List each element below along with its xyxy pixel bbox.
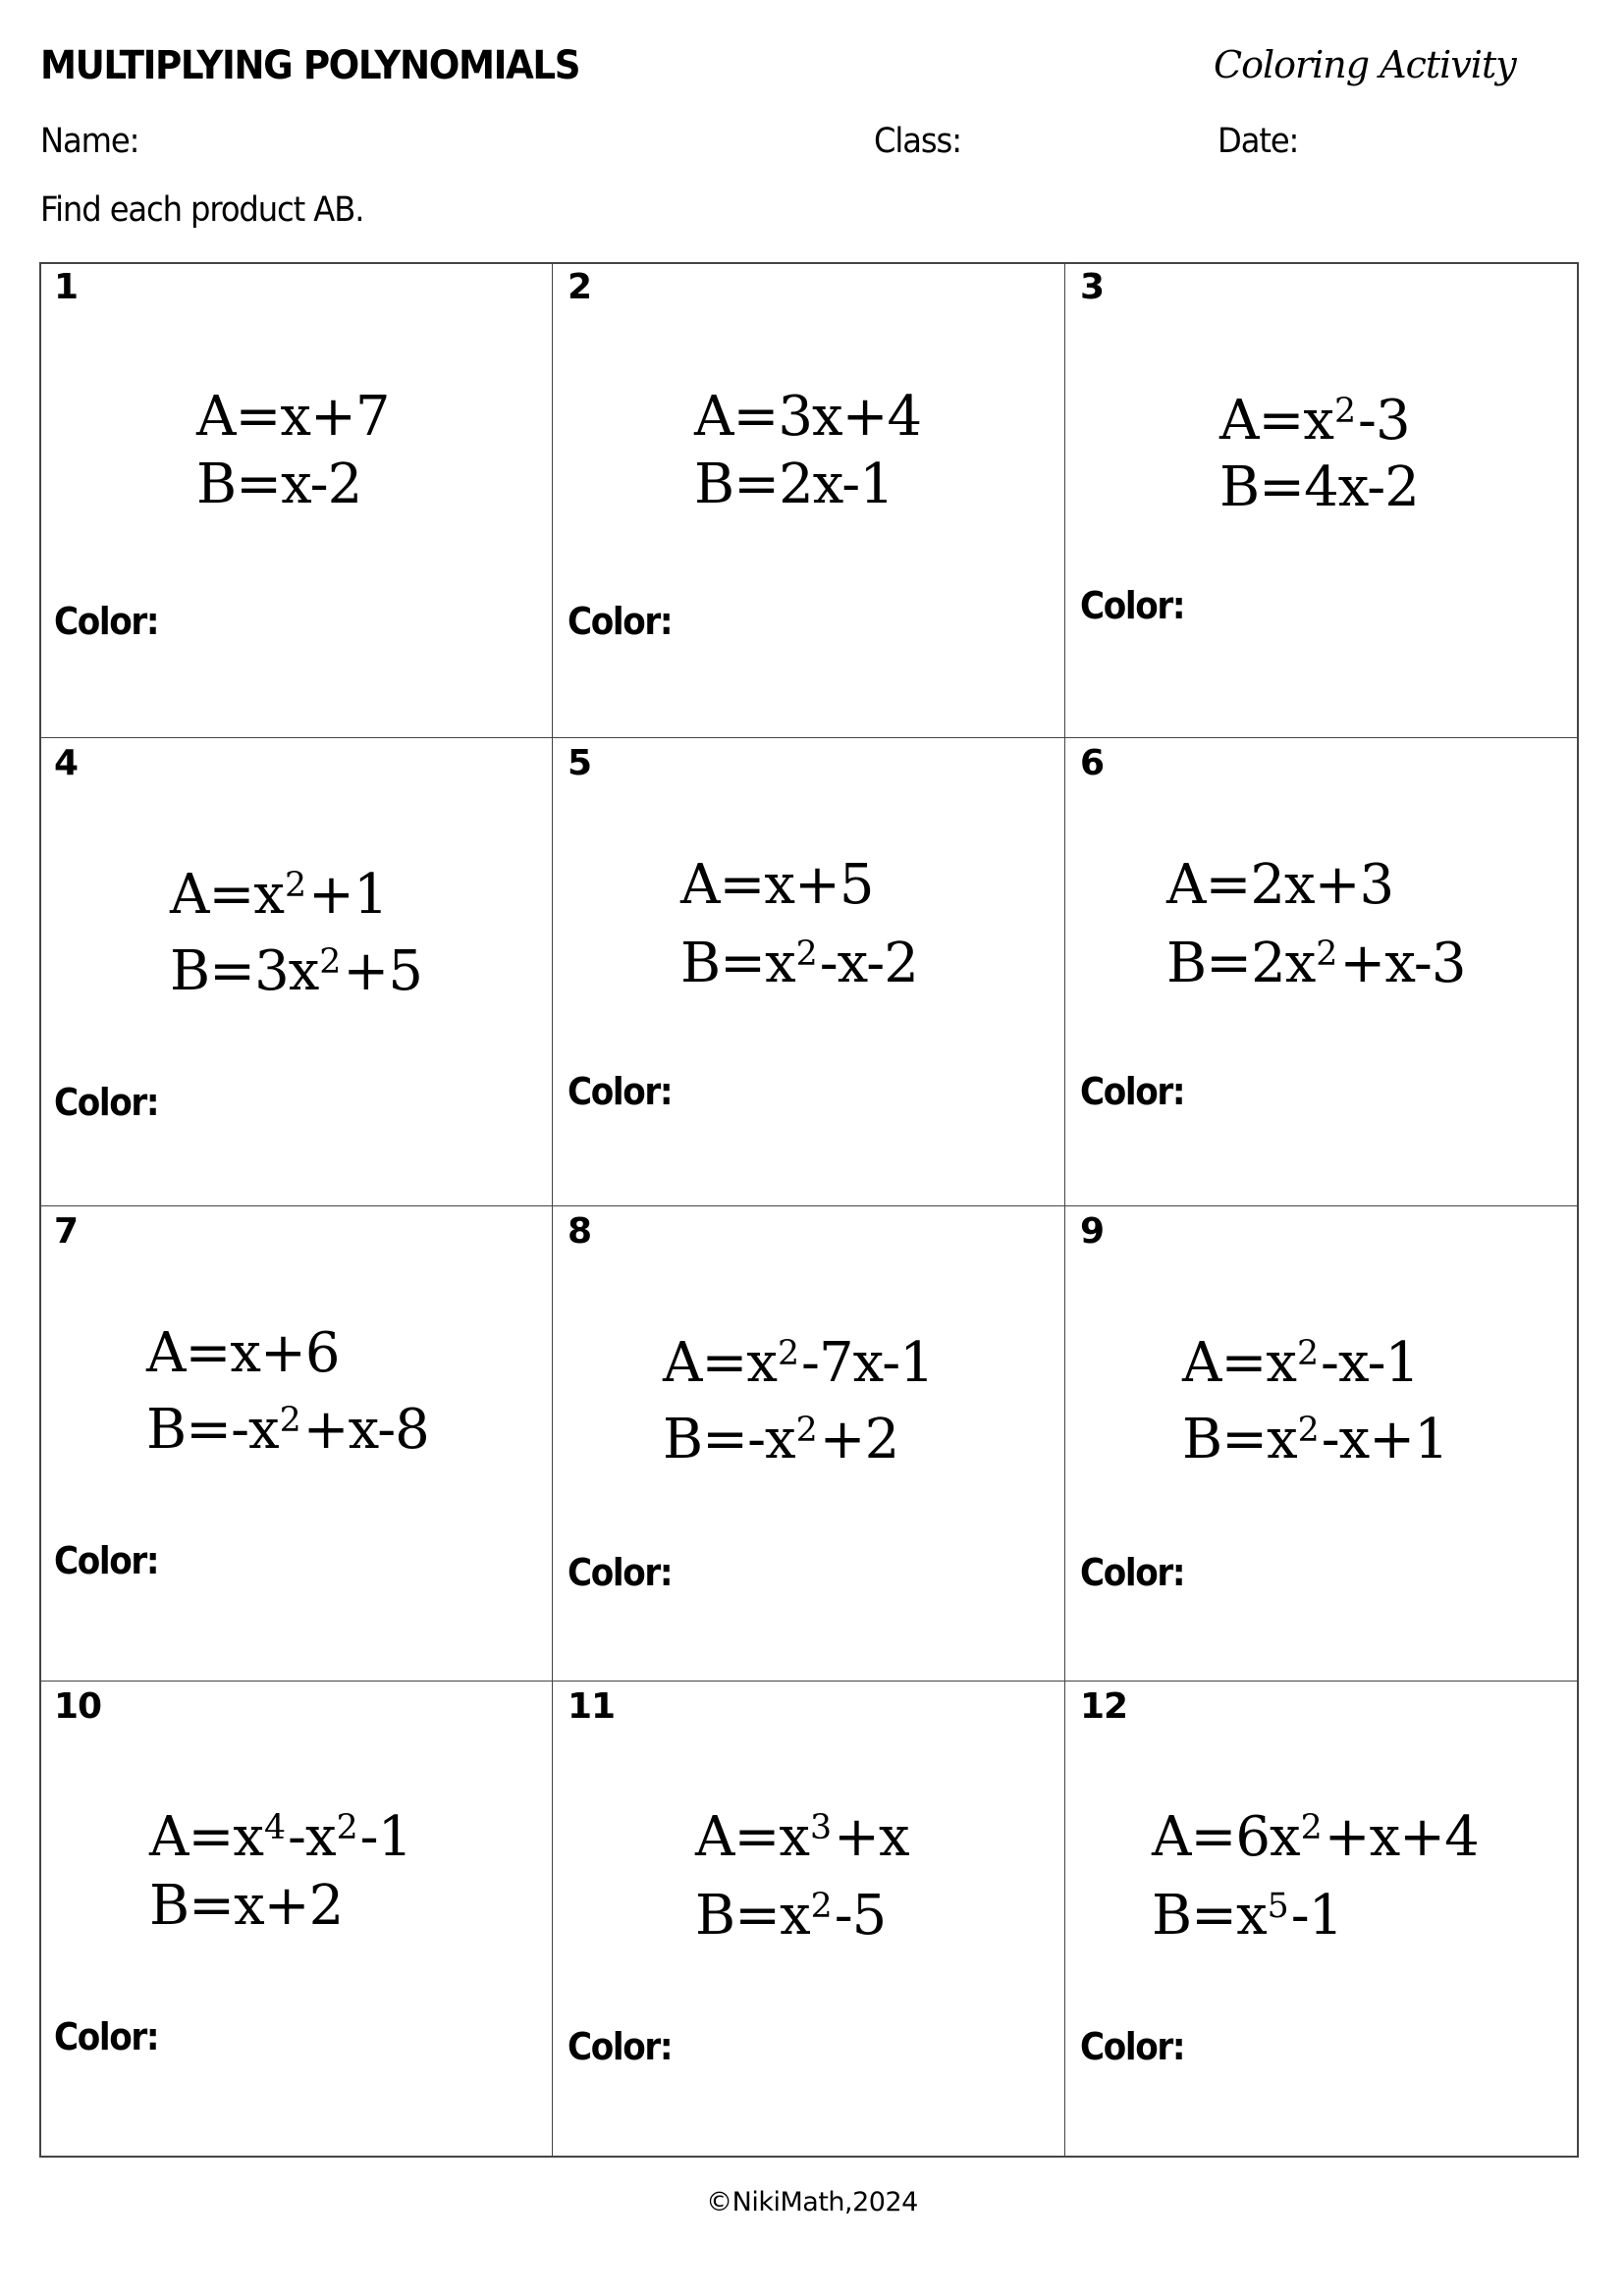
polynomial-b <box>1182 1408 1448 1471</box>
term: A=x+5 <box>680 853 874 917</box>
term: A=x+7 <box>196 385 390 449</box>
term: A=x <box>695 1805 809 1869</box>
term: +x <box>834 1805 909 1869</box>
date-field-label: Date: <box>1218 122 1299 161</box>
exponent: 2 <box>1297 1411 1319 1451</box>
problem-cell-4 <box>39 738 553 1206</box>
term: +1 <box>308 863 388 927</box>
exponent: 2 <box>319 942 341 983</box>
problem-cell-8 <box>553 1206 1065 1682</box>
polynomial-b <box>146 1398 429 1462</box>
polynomial-b <box>1152 1884 1343 1948</box>
polynomial-b <box>695 1884 887 1948</box>
color-answer-label: Color: <box>568 2025 673 2068</box>
term: +x-3 <box>1339 932 1466 995</box>
problem-cell-9 <box>1065 1206 1579 1682</box>
term: B=-x <box>663 1408 795 1471</box>
problem-cell-2 <box>553 262 1065 738</box>
exponent: 5 <box>1267 1887 1288 1927</box>
polynomial-a <box>1182 1331 1420 1395</box>
term: -1 <box>1290 1884 1343 1948</box>
problem-cell-5 <box>553 738 1065 1206</box>
term: -3 <box>1358 389 1410 453</box>
problem-grid <box>39 262 1579 2158</box>
polynomial-a <box>1152 1805 1479 1869</box>
problem-number: 1 <box>54 267 79 307</box>
problem-number: 11 <box>568 1686 616 1727</box>
term: B=x-2 <box>196 453 362 516</box>
polynomial-a <box>1166 853 1394 917</box>
problem-cell-1 <box>39 262 553 738</box>
exponent: 2 <box>795 934 817 975</box>
problem-cell-12 <box>1065 1682 1579 2158</box>
color-answer-label: Color: <box>54 2015 159 2058</box>
term: B=x <box>1152 1884 1267 1948</box>
term: A=6x <box>1152 1805 1300 1869</box>
polynomial-a <box>170 863 388 927</box>
exponent: 2 <box>795 1411 817 1451</box>
color-answer-label: Color: <box>1080 2025 1185 2068</box>
exponent: 2 <box>284 866 306 906</box>
term: -x <box>288 1805 336 1869</box>
worksheet-title: MULTIPLYING POLYNOMIALS <box>40 43 580 88</box>
problem-number: 7 <box>54 1211 79 1252</box>
polynomial-a <box>663 1331 934 1395</box>
worksheet-subtitle: Coloring Activity <box>1214 43 1516 86</box>
term: B=2x-1 <box>694 453 893 516</box>
term: A=x+6 <box>146 1321 340 1385</box>
term: B=4x-2 <box>1219 455 1419 519</box>
problem-cell-11 <box>553 1682 1065 2158</box>
term: +5 <box>343 939 422 1003</box>
polynomial-b <box>149 1874 344 1938</box>
term: -x-2 <box>819 932 918 995</box>
copyright-footer: ©NikiMath,2024 <box>706 2187 918 2217</box>
color-answer-label: Color: <box>54 1081 159 1124</box>
term: -1 <box>359 1805 412 1869</box>
term: A=x <box>1219 389 1333 453</box>
exponent: 3 <box>809 1808 832 1848</box>
problem-cell-7 <box>39 1206 553 1682</box>
problem-number: 10 <box>54 1686 102 1727</box>
polynomial-b <box>680 932 918 995</box>
term: B=x+2 <box>149 1874 344 1938</box>
instructions: Find each product AB. <box>40 190 364 230</box>
exponent: 2 <box>279 1401 300 1441</box>
color-answer-label: Color: <box>568 600 673 643</box>
polynomial-b <box>694 453 893 516</box>
color-answer-label: Color: <box>568 1551 673 1594</box>
polynomial-b <box>196 453 362 516</box>
term: B=3x <box>170 939 319 1003</box>
polynomial-b <box>1219 455 1419 519</box>
polynomial-b <box>663 1408 899 1471</box>
polynomial-a <box>680 853 874 917</box>
term: -5 <box>834 1884 887 1948</box>
term: A=2x+3 <box>1166 853 1394 917</box>
term: B=-x <box>146 1398 279 1462</box>
exponent: 2 <box>1333 392 1356 432</box>
term: A=x <box>149 1805 263 1869</box>
exponent: 2 <box>810 1887 832 1927</box>
exponent: 2 <box>336 1808 357 1848</box>
problem-number: 6 <box>1080 743 1105 783</box>
term: A=3x+4 <box>694 385 922 449</box>
term: A=x <box>170 863 284 927</box>
color-answer-label: Color: <box>54 1539 159 1582</box>
color-answer-label: Color: <box>1080 1070 1185 1113</box>
term: +x-8 <box>302 1398 429 1462</box>
polynomial-a <box>196 385 390 449</box>
exponent: 2 <box>1316 934 1337 975</box>
term: B=x <box>1182 1408 1297 1471</box>
color-answer-label: Color: <box>1080 584 1185 627</box>
problem-number: 9 <box>1080 1211 1105 1252</box>
term: B=x <box>695 1884 810 1948</box>
polynomial-a <box>695 1805 909 1869</box>
term: +x+4 <box>1324 1805 1479 1869</box>
color-answer-label: Color: <box>568 1070 673 1113</box>
term: B=2x <box>1166 932 1316 995</box>
problem-cell-10 <box>39 1682 553 2158</box>
term: A=x <box>1182 1331 1296 1395</box>
polynomial-b <box>1166 932 1466 995</box>
problem-number: 5 <box>568 743 592 783</box>
polynomial-a <box>694 385 922 449</box>
term: -7x-1 <box>801 1331 934 1395</box>
term: -x+1 <box>1321 1408 1448 1471</box>
color-answer-label: Color: <box>54 600 159 643</box>
polynomial-a <box>146 1321 340 1385</box>
problem-number: 8 <box>568 1211 592 1252</box>
problem-number: 12 <box>1080 1686 1128 1727</box>
term: B=x <box>680 932 795 995</box>
polynomial-a <box>1219 389 1410 453</box>
exponent: 2 <box>777 1334 799 1374</box>
name-field-label: Name: <box>40 122 139 161</box>
problem-cell-3 <box>1065 262 1579 738</box>
term: -x-1 <box>1321 1331 1420 1395</box>
color-answer-label: Color: <box>1080 1551 1185 1594</box>
exponent: 2 <box>1300 1808 1322 1848</box>
exponent: 4 <box>263 1808 286 1848</box>
polynomial-a <box>149 1805 412 1869</box>
problem-number: 2 <box>568 267 592 307</box>
exponent: 2 <box>1296 1334 1319 1374</box>
problem-number: 3 <box>1080 267 1105 307</box>
term: A=x <box>663 1331 777 1395</box>
polynomial-b <box>170 939 422 1003</box>
term: +2 <box>819 1408 899 1471</box>
class-field-label: Class: <box>874 122 961 161</box>
problem-number: 4 <box>54 743 79 783</box>
problem-cell-6 <box>1065 738 1579 1206</box>
